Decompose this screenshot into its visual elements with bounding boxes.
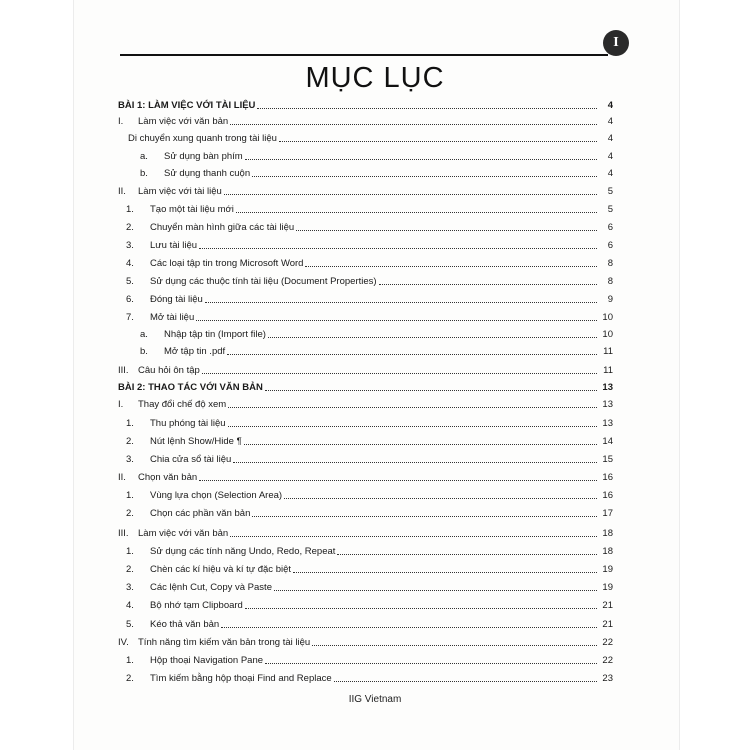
toc-entry-page: 4 xyxy=(607,100,613,111)
toc-entry-page: 5 xyxy=(607,186,613,197)
toc-entry-title: Di chuyển xung quanh trong tài liệu xyxy=(128,133,277,144)
dot-leader xyxy=(224,194,597,195)
dot-leader xyxy=(252,516,597,517)
toc-entry xyxy=(118,360,613,376)
toc-entry-page: 8 xyxy=(607,258,613,269)
toc-entry xyxy=(118,289,613,305)
toc-entry xyxy=(118,559,613,575)
toc-entry-number: 2. xyxy=(126,436,134,447)
toc-entry-title: Các loại tập tin trong Microsoft Word xyxy=(150,258,304,269)
dot-leader xyxy=(274,590,597,591)
toc-entry-title: Bộ nhớ tạm Clipboard xyxy=(150,600,243,611)
toc-entry-title: Chia cửa sổ tài liệu xyxy=(150,454,232,465)
toc-entry-page: 15 xyxy=(602,454,613,465)
dot-leader xyxy=(233,462,597,463)
toc-entry-page: 5 xyxy=(607,204,613,215)
toc-entry-page: 4 xyxy=(607,133,613,144)
toc-entry-title: Vùng lựa chọn (Selection Area) xyxy=(150,490,283,501)
toc-entry-page: 19 xyxy=(602,582,613,593)
toc-entry xyxy=(118,577,613,593)
header-rule xyxy=(120,54,608,56)
toc-entry-number: 2. xyxy=(126,564,134,575)
dot-leader xyxy=(245,159,597,160)
dot-leader xyxy=(252,176,597,177)
toc-entry xyxy=(118,199,613,215)
toc-entry-page: 13 xyxy=(602,399,613,410)
toc-entry-page: 10 xyxy=(602,329,613,340)
toc-entry xyxy=(118,235,613,251)
toc-entry-page: 13 xyxy=(602,382,613,393)
toc-entry-title: Sử dụng bàn phím xyxy=(164,151,243,162)
toc-entry-page: 4 xyxy=(607,151,613,162)
toc-entry-number: 2. xyxy=(126,508,134,519)
toc-entry xyxy=(118,95,613,111)
toc-entry-page: 18 xyxy=(602,546,613,557)
dot-leader xyxy=(230,536,597,537)
toc-entry-page: 21 xyxy=(602,600,613,611)
toc-entry-title: Làm việc với văn bản xyxy=(138,528,229,539)
toc-entry-number: 7. xyxy=(126,312,134,323)
toc-entry xyxy=(118,111,613,127)
dot-leader xyxy=(199,248,597,249)
dot-leader xyxy=(244,444,597,445)
toc-entry-number: 3. xyxy=(126,240,134,251)
toc-entry-page: 6 xyxy=(607,240,613,251)
dot-leader xyxy=(334,681,597,682)
toc-entry-title: Đóng tài liệu xyxy=(150,294,203,305)
toc-entry-number: 3. xyxy=(126,454,134,465)
toc-entry-number: a. xyxy=(140,329,148,340)
toc-entry-page: 16 xyxy=(602,472,613,483)
toc-entry-page: 10 xyxy=(602,312,613,323)
toc-entry-page: 4 xyxy=(607,116,613,127)
toc-entry-number: I. xyxy=(118,116,124,127)
toc-entry-title: Lưu tài liệu xyxy=(150,240,198,251)
toc-entry-title: Câu hỏi ôn tập xyxy=(138,365,200,376)
toc-entry-page: 8 xyxy=(607,276,613,287)
toc-entry-page: 11 xyxy=(603,365,613,376)
toc-entry-title: Chèn các kí hiệu và kí tự đặc biệt xyxy=(150,564,292,575)
toc-entry xyxy=(118,146,613,162)
dot-leader xyxy=(379,284,597,285)
toc-entry xyxy=(118,503,613,519)
dot-leader xyxy=(228,407,597,408)
toc-entry xyxy=(118,324,613,340)
toc-entry-title: Mở tập tin .pdf xyxy=(164,346,226,357)
dot-leader xyxy=(205,302,597,303)
toc-entry-title: Các lệnh Cut, Copy và Paste xyxy=(150,582,272,593)
toc-entry-title: Nhập tập tin (Import file) xyxy=(164,329,266,340)
toc-entry-number: 1. xyxy=(126,490,134,501)
toc-entry xyxy=(118,413,613,429)
toc-entry-number: 6. xyxy=(126,294,134,305)
toc-entry-number: 1. xyxy=(126,655,134,666)
toc-entry-number: 1. xyxy=(126,546,134,557)
toc-entry-title: Sử dụng các tính năng Undo, Redo, Repeat xyxy=(150,546,336,557)
toc-entry-page: 22 xyxy=(602,655,613,666)
toc-entry-number: 5. xyxy=(126,276,134,287)
dot-leader xyxy=(265,390,597,391)
toc-entry xyxy=(118,614,613,630)
toc-entry xyxy=(118,650,613,666)
dot-leader xyxy=(230,124,597,125)
toc-entry-title: Chọn các phần văn bản xyxy=(150,508,251,519)
toc-entry xyxy=(118,449,613,465)
dot-leader xyxy=(305,266,597,267)
toc-entry-page: 18 xyxy=(602,528,613,539)
toc-entry xyxy=(118,485,613,501)
toc-entry-title: Chuyển màn hình giữa các tài liệu xyxy=(150,222,295,233)
dot-leader xyxy=(199,480,597,481)
toc-entry-page: 16 xyxy=(602,490,613,501)
toc-entry-title: Nút lệnh Show/Hide ¶ xyxy=(150,436,242,447)
dot-leader xyxy=(293,572,597,573)
toc-entry-title: Tạo một tài liệu mới xyxy=(150,204,234,215)
page-title: MỤC LỤC xyxy=(305,62,445,94)
toc-entry xyxy=(118,668,613,684)
toc-entry-title: Thay đổi chế độ xem xyxy=(138,399,227,410)
toc-entry-page: 11 xyxy=(603,346,613,357)
toc-entry-title: Sử dụng các thuộc tính tài liệu (Document Properties) xyxy=(150,276,377,287)
toc-entry xyxy=(118,595,613,611)
toc-entry xyxy=(118,541,613,557)
toc-entry-title: Tìm kiếm bằng hộp thoại Find and Replace xyxy=(150,673,332,684)
toc-entry-page: 9 xyxy=(607,294,613,305)
toc-entry xyxy=(118,632,613,648)
toc-entry xyxy=(118,253,613,269)
toc-entry-title: Mở tài liệu xyxy=(150,312,195,323)
toc-entry-title: BÀI 2: THAO TÁC VỚI VĂN BẢN xyxy=(118,382,263,393)
toc-entry-number: II. xyxy=(118,472,126,483)
toc-entry xyxy=(118,467,613,483)
dot-leader xyxy=(257,108,597,109)
toc-entry-page: 13 xyxy=(602,418,613,429)
toc-entry-number: III. xyxy=(118,528,129,539)
toc-entry-number: II. xyxy=(118,186,126,197)
dot-leader xyxy=(284,498,597,499)
dot-leader xyxy=(265,663,597,664)
toc-entry-number: 1. xyxy=(126,204,134,215)
toc-entry xyxy=(118,394,613,410)
toc-entry-page: 21 xyxy=(602,619,613,630)
dot-leader xyxy=(196,320,597,321)
dot-leader xyxy=(228,426,597,427)
toc-entry-number: I. xyxy=(118,399,124,410)
dot-leader xyxy=(202,373,597,374)
toc-entry xyxy=(118,128,613,144)
toc-entry-title: Tính năng tìm kiếm văn bản trong tài liệu xyxy=(138,637,311,648)
toc-entry-number: 3. xyxy=(126,582,134,593)
toc-entry-page: 22 xyxy=(602,637,613,648)
toc-entry-page: 17 xyxy=(602,508,613,519)
dot-leader xyxy=(221,627,597,628)
toc-entry xyxy=(118,217,613,233)
toc-entry-number: III. xyxy=(118,365,129,376)
toc-entry-title: BÀI 1: LÀM VIỆC VỚI TÀI LIỆU xyxy=(118,100,256,111)
toc-entry-page: 19 xyxy=(602,564,613,575)
dot-leader xyxy=(227,354,597,355)
toc-entry-page: 14 xyxy=(602,436,613,447)
toc-entry-title: Thu phóng tài liệu xyxy=(150,418,226,429)
dot-leader xyxy=(245,608,597,609)
toc-entry-number: 5. xyxy=(126,619,134,630)
dot-leader xyxy=(268,337,597,338)
toc-entry xyxy=(118,431,613,447)
toc-entry-title: Làm việc với tài liệu xyxy=(138,186,222,197)
toc-entry-title: Sử dụng thanh cuộn xyxy=(164,168,251,179)
toc-entry-number: 2. xyxy=(126,222,134,233)
toc-entry xyxy=(118,307,613,323)
dot-leader xyxy=(236,212,597,213)
toc-entry-page: 6 xyxy=(607,222,613,233)
toc-entry xyxy=(118,181,613,197)
page-footer: IIG Vietnam xyxy=(348,694,402,705)
page-number-badge: I xyxy=(603,30,629,56)
toc-entry-number: 4. xyxy=(126,600,134,611)
toc-entry-title: Hộp thoại Navigation Pane xyxy=(150,655,264,666)
toc-entry-title: Chọn văn bản xyxy=(138,472,198,483)
dot-leader xyxy=(312,645,597,646)
toc-entry-number: 1. xyxy=(126,418,134,429)
toc-entry-number: a. xyxy=(140,151,148,162)
toc-entry-page: 4 xyxy=(607,168,613,179)
toc-entry-title: Kéo thả văn bản xyxy=(150,619,220,630)
toc-entry xyxy=(118,163,613,179)
toc-entry xyxy=(118,271,613,287)
toc-entry xyxy=(118,341,613,357)
toc-entry xyxy=(118,377,613,393)
dot-leader xyxy=(279,141,597,142)
toc-entry-number: b. xyxy=(140,168,148,179)
dot-leader xyxy=(296,230,597,231)
toc-entry xyxy=(118,523,613,539)
toc-entry-number: b. xyxy=(140,346,148,357)
toc-entry-title: Làm việc với văn bản xyxy=(138,116,229,127)
toc-entry-number: 4. xyxy=(126,258,134,269)
dot-leader xyxy=(337,554,597,555)
toc-entry-page: 23 xyxy=(602,673,613,684)
toc-entry-number: IV. xyxy=(118,637,129,648)
toc-entry-number: 2. xyxy=(126,673,134,684)
